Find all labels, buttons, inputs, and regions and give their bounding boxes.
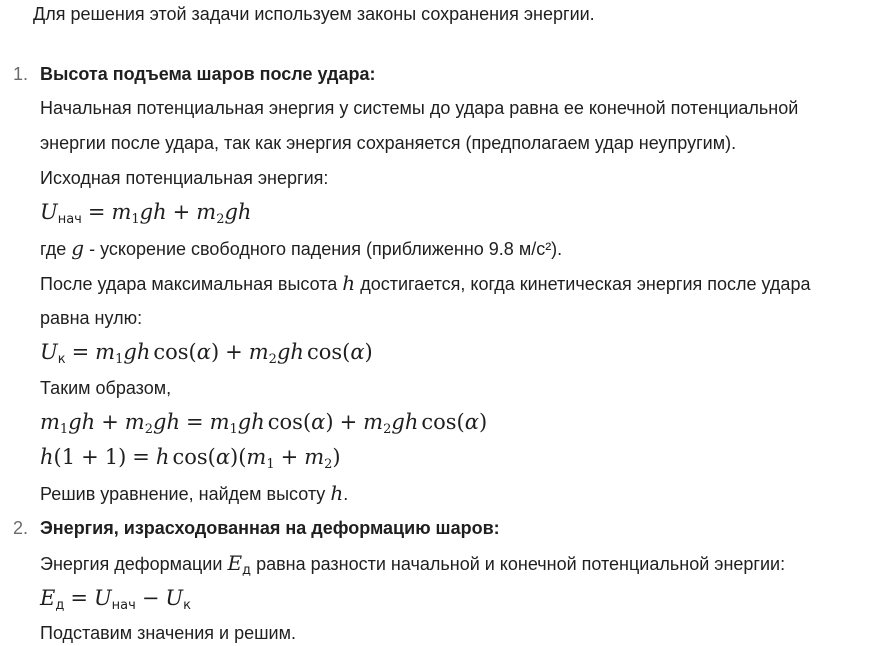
height-line: После удара максимальная высота h достигается, когда кинетическая энергия после удара	[40, 271, 811, 295]
deformation-line: Энергия деформации $E_д$ равна разности начальной и конечной потенциальной энергии:	[40, 551, 786, 578]
solve-line: Решив уравнение, найдем высоту h.	[40, 481, 349, 505]
list-number-2: 2.	[13, 518, 29, 538]
section-2-title: Энергия, израсходованная на деформацию шаров:	[40, 518, 500, 538]
equation-balance: $m_1gh + m_2gh = m_1gh$ $\cos(\alpha) + m_2gh$ cos(α)	[40, 410, 488, 437]
equation-initial-energy: $U_{нач} = m_1gh + m_2gh$	[40, 200, 252, 227]
section-1-title: Высота подъема шаров после удара:	[40, 64, 376, 84]
paragraph-line: Подставим значения и решим.	[40, 623, 296, 643]
paragraph-line: Таким образом,	[40, 378, 172, 398]
equation-height: h(1 + 1) = h $\cos(\alpha)(m_1 + m_2)$	[40, 445, 341, 472]
equation-deformation: $E_д = U_{нач} - U_к$	[40, 586, 191, 613]
intro-text: Для решения этой задачи используем законы сохранения энергии.	[33, 4, 595, 24]
list-number-1: 1.	[13, 64, 29, 84]
paragraph-line: Исходная потенциальная энергия:	[40, 168, 329, 188]
paragraph-line: равна нулю:	[40, 308, 143, 328]
paragraph-line: Начальная потенциальная энергия у системы до удара равна ее конечной потенциальной	[40, 98, 799, 118]
equation-final-energy: $U_к = m_1gh$ $\cos(\alpha) + m_2gh$ cos(α)	[40, 340, 373, 367]
gravity-line: где g - ускорение свободного падения (приближенно 9.8 м/с²).	[40, 236, 563, 260]
paragraph-line: энергии после удара, так как энергия сохраняется (предполагаем удар неупругим).	[40, 133, 737, 153]
